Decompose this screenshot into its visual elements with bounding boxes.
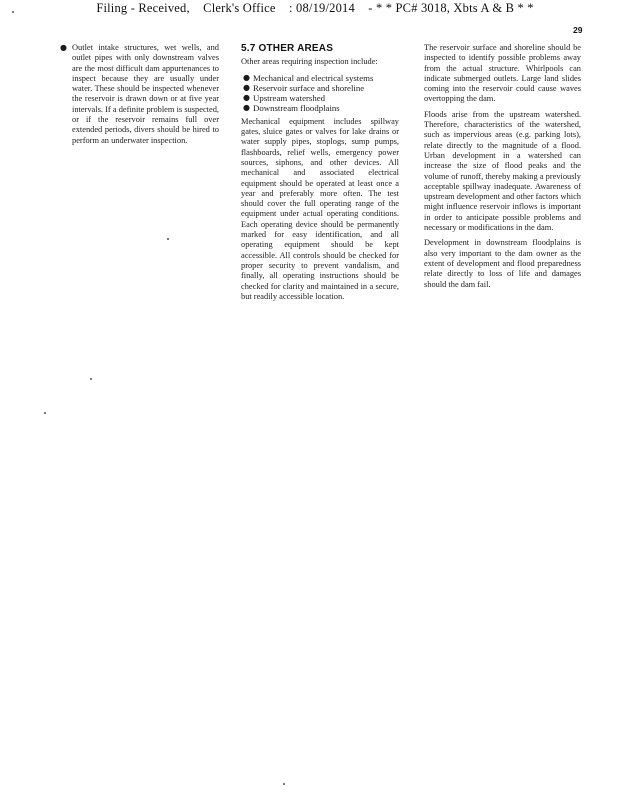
- list-item: ● Reservoir surface and shoreline: [243, 82, 365, 93]
- scan-speck: [90, 378, 92, 380]
- scan-speck: [44, 412, 46, 414]
- list-item: ● Mechanical and electrical systems: [243, 72, 374, 83]
- section-intro: Other areas requiring inspection include:: [241, 57, 378, 67]
- watershed-paragraph: Floods arise from the upstream watershed. Therefore, characteristics of the watershed, such as impervious areas (e.g. parking lots), relate directly to the magnitude of a flood. Urban development in a watershed can increase the size of flood peaks and the volume of runoff, thereby making a previously acceptable spillway inadequate. Awareness of upstream development and other factors which might influence reservoir inflows is important in order to anticipate possible problems and necessary or modifications in the dam.: [424, 109, 581, 233]
- bullet-icon: ●: [60, 43, 67, 52]
- bullet-icon: ●: [243, 103, 250, 113]
- section-title: 5.7 OTHER AREAS: [241, 43, 334, 54]
- case-number: - * * PC# 3018, Xbts A & B * *: [368, 1, 534, 15]
- column-right: [424, 43, 581, 295]
- list-item: ● Upstream watershed: [243, 93, 326, 104]
- scan-speck: [12, 11, 14, 13]
- floodplains-paragraph: Development in downstream floodplains is also very important to the dam owner as the extent of development and flood preparedness relate directly to loss of life and damages should the dam fail.: [424, 238, 581, 289]
- scan-speck: [283, 783, 285, 785]
- filing-date: : 08/19/2014: [289, 1, 355, 15]
- filing-stamp-header: [0, 1, 630, 16]
- list-item: ● Downstream floodplains: [243, 103, 340, 114]
- column-middle: [241, 43, 399, 307]
- scan-speck: [167, 238, 169, 240]
- page-number: 29: [573, 25, 583, 35]
- outlet-bullet-paragraph: [60, 43, 219, 146]
- clerks-office-label: Clerk's Office: [203, 1, 276, 15]
- bullet-icon: ●: [243, 72, 250, 82]
- bullet-icon: ●: [243, 82, 250, 92]
- inspection-areas-list: [241, 73, 399, 114]
- mechanical-equipment-paragraph: Mechanical equipment includes spillway gates, sluice gates or valves for lake drains or water supply pipes, stoplogs, sump pumps, flashboards, relief wells, emergency power sources, siphons, and other devices. All mechanical and associated electrical equipment should be operated at least once a year and preferably more often. The test should cover the full operating range of the equipment under actual operating conditions. Each operating device should be permanently marked for easy identification, and all operating equipment should be kept accessible. All controls should be checked for proper security to prevent vandalism, and finally, all operating instructions should be checked for clarity and maintained in a secure, but readily accessible location.: [241, 116, 399, 301]
- outlet-bullet-text: Outlet intake structures, wet wells, and outlet pipes with only downstream valves are the most difficult dam appurtenances to inspect because they are usually under water. These should be inspected whenever the reservoir is drawn down or at five year intervals. If a definite problem is suspected, or if the reservoir remains full over extended periods, divers should be hired to perform an underwater inspection.: [72, 43, 219, 145]
- bullet-icon: ●: [243, 93, 250, 103]
- column-left: [60, 43, 219, 151]
- filing-received-label: Filing - Received,: [96, 1, 190, 15]
- reservoir-paragraph: The reservoir surface and shoreline should be inspected to identify possible problems away from the actual structure. Whirlpools can indicate submerged outlets. Large land slides coming into the reservoir could cause waves overtopping the dam.: [424, 43, 581, 104]
